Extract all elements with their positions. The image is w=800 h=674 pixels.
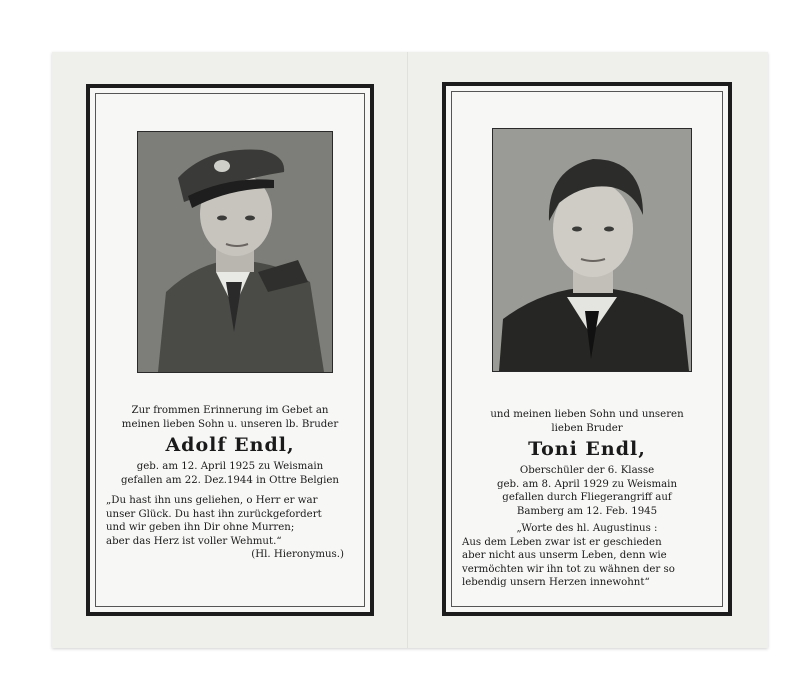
left-quote xyxy=(98,494,362,562)
left-quote-attribution: (Hl. Hieronymus.) xyxy=(251,549,344,560)
right-death-line-2: Bamberg am 12. Feb. 1945 xyxy=(516,505,658,517)
right-intro-line-1: und meinen lieben Sohn und unseren xyxy=(490,409,684,420)
left-birth-line: geb. am 12. April 1925 zu Weismain xyxy=(136,461,324,472)
left-death-line: gefallen am 22. Dez.1944 in Ottre Belgien xyxy=(121,474,339,486)
left-intro-line-1: Zur frommen Erinnerung im Gebet an xyxy=(131,405,329,416)
portrait-photo-soldier xyxy=(137,131,333,373)
right-quote xyxy=(454,522,720,590)
left-quote-line-1: „Du hast ihn uns geliehen, o Herr er war xyxy=(106,495,318,506)
soldier-portrait-illustration xyxy=(138,132,332,372)
right-quote-line-2: aber nicht aus unserm Leben, denn wie xyxy=(462,550,667,561)
right-title-line: Oberschüler der 6. Klasse xyxy=(519,465,655,476)
left-quote-line-3: und wir geben ihn Dir ohne Murren; xyxy=(106,522,295,533)
student-portrait-illustration xyxy=(493,129,691,371)
left-quote-line-2: unser Glück. Du hast ihn zurückgefordert xyxy=(106,508,322,520)
right-deceased-name: Toni Endl, xyxy=(528,438,646,460)
right-panel xyxy=(442,82,732,616)
left-quote-line-4: aber das Herz ist voller Wehmut.“ xyxy=(106,535,282,547)
right-quote-line-4: lebendig unsern Herzen innewohnt“ xyxy=(462,577,650,588)
right-intro-line-2: lieben Bruder xyxy=(551,422,623,434)
right-quote-heading: „Worte des hl. Augustinus : xyxy=(516,523,658,534)
left-memorial-text xyxy=(98,404,362,562)
right-birth-line: geb. am 8. April 1929 zu Weismain xyxy=(496,478,678,490)
center-fold xyxy=(407,52,409,648)
right-death-line-1: gefallen durch Fliegerangriff auf xyxy=(502,492,672,503)
memorial-card xyxy=(52,52,768,648)
left-panel xyxy=(86,84,374,616)
portrait-photo-student xyxy=(492,128,692,372)
right-memorial-text xyxy=(454,408,720,590)
left-intro-line-2: meinen lieben Sohn u. unseren lb. Bruder xyxy=(121,418,339,430)
right-quote-line-3: vermöchten wir ihn tot zu wähnen der so xyxy=(462,563,675,575)
right-quote-line-1: Aus dem Leben zwar ist er geschieden xyxy=(462,536,662,548)
left-deceased-name: Adolf Endl, xyxy=(165,434,295,456)
